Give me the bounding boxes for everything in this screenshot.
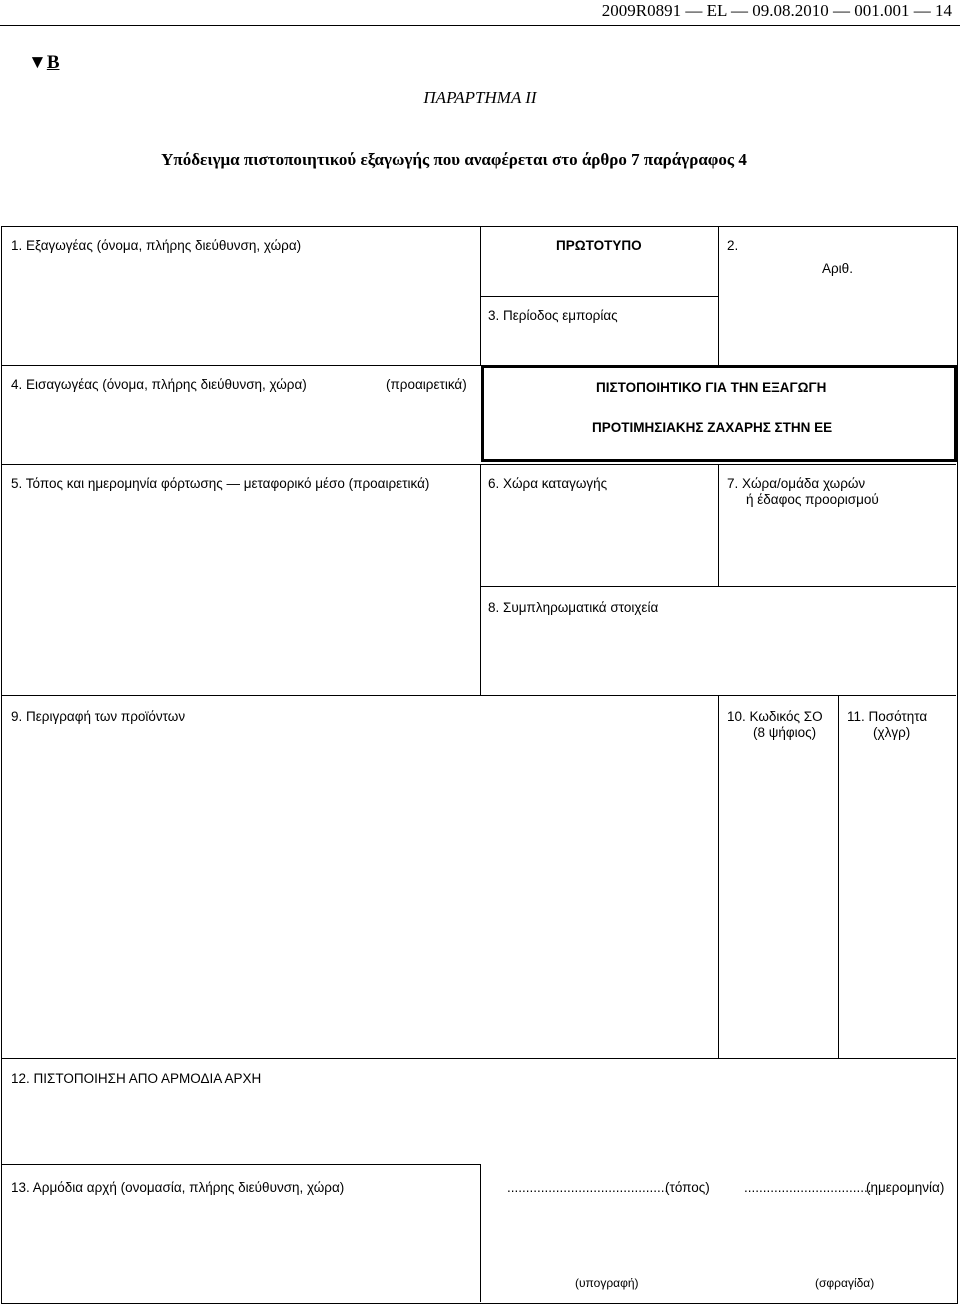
divider [1, 1164, 481, 1165]
destination-label-line-2: ή έδαφος προορισμού [746, 492, 879, 507]
destination-label-line-1: 7. Χώρα/ομάδα χωρών [727, 476, 866, 491]
date-label: (ημερομηνία) [866, 1180, 945, 1195]
cn-code-label-line-2: (8 ψήφιος) [753, 725, 817, 740]
date-dots: .................................. [744, 1180, 872, 1195]
certificate-title-line-1: ΠΙΣΤΟΠΟΙΗΤΙΚΟ ΓΙΑ ΤΗΝ ΕΞΑΓΩΓΗ [596, 380, 827, 395]
header-rule [0, 25, 960, 26]
place-label: (τόπος) [665, 1180, 710, 1195]
certificate-title-line-2: ΠΡΟΤΙΜΗΣΙΑΚΗΣ ΖΑΧΑΡΗΣ ΣΤΗΝ ΕΕ [592, 420, 833, 435]
divider [1, 1058, 956, 1059]
divider [718, 695, 719, 1058]
divider [480, 296, 718, 297]
amendment-marker [28, 52, 60, 74]
importer-label: 4. Εισαγωγέας (όνομα, πλήρης διεύθυνση, χώρα) [11, 377, 307, 392]
certificate-number-label: Αριθ. [822, 261, 853, 276]
divider [480, 586, 956, 587]
goods-description-label: 9. Περιγραφή των προϊόντων [11, 709, 186, 724]
signature-label: (υπογραφή) [575, 1276, 639, 1290]
competent-authority-label: 13. Αρμόδια αρχή (ονομασία, πλήρης διεύθυνση, χώρα) [11, 1180, 345, 1195]
page-subtitle: Υπόδειγμα πιστοποιητικού εξαγωγής που αναφέρεται στο άρθρο 7 παράγραφος 4 [161, 150, 747, 169]
divider [718, 464, 719, 586]
triangle-down-icon: ▼ [28, 52, 47, 73]
place-dots: ........................................... [507, 1180, 669, 1195]
quantity-label-line-2: (χλγρ) [873, 725, 911, 740]
divider [1, 695, 956, 696]
original-label: ΠΡΩΤΟΤΥΠΟ [556, 238, 642, 253]
box-2-label: 2. [727, 238, 739, 253]
divider [1, 365, 481, 366]
divider [480, 464, 481, 696]
cn-code-label-line-1: 10. Κωδικός ΣΟ [727, 709, 823, 724]
document-reference: 2009R0891 — EL — 09.08.2010 — 001.001 — 14 [601, 1, 952, 20]
additional-info-label: 8. Συμπληρωματικά στοιχεία [488, 600, 659, 615]
loading-place-label: 5. Τόπος και ημερομηνία φόρτωσης — μεταφορικό μέσο (προαιρετικά) [11, 476, 430, 491]
importer-optional-label: (προαιρετικά) [386, 377, 467, 392]
marker-letter: B [46, 52, 60, 73]
country-of-origin-label: 6. Χώρα καταγωγής [488, 476, 608, 491]
divider [718, 226, 719, 366]
stamp-label: (σφραγίδα) [815, 1276, 875, 1290]
divider [480, 1164, 481, 1302]
annex-title: ΠΑΡΑΡΤΗΜΑ II [423, 88, 537, 107]
exporter-label: 1. Εξαγωγέας (όνομα, πλήρης διεύθυνση, χώρα) [11, 238, 302, 253]
divider [1, 464, 956, 465]
authority-certification-label: 12. ΠΙΣΤΟΠΟΙΗΣΗ ΑΠΟ ΑΡΜΟΔΙΑ ΑΡΧΗ [11, 1071, 262, 1086]
marketing-period-label: 3. Περίοδος εμπορίας [488, 308, 618, 323]
divider [838, 695, 839, 1058]
quantity-label-line-1: 11. Ποσότητα [847, 709, 928, 724]
